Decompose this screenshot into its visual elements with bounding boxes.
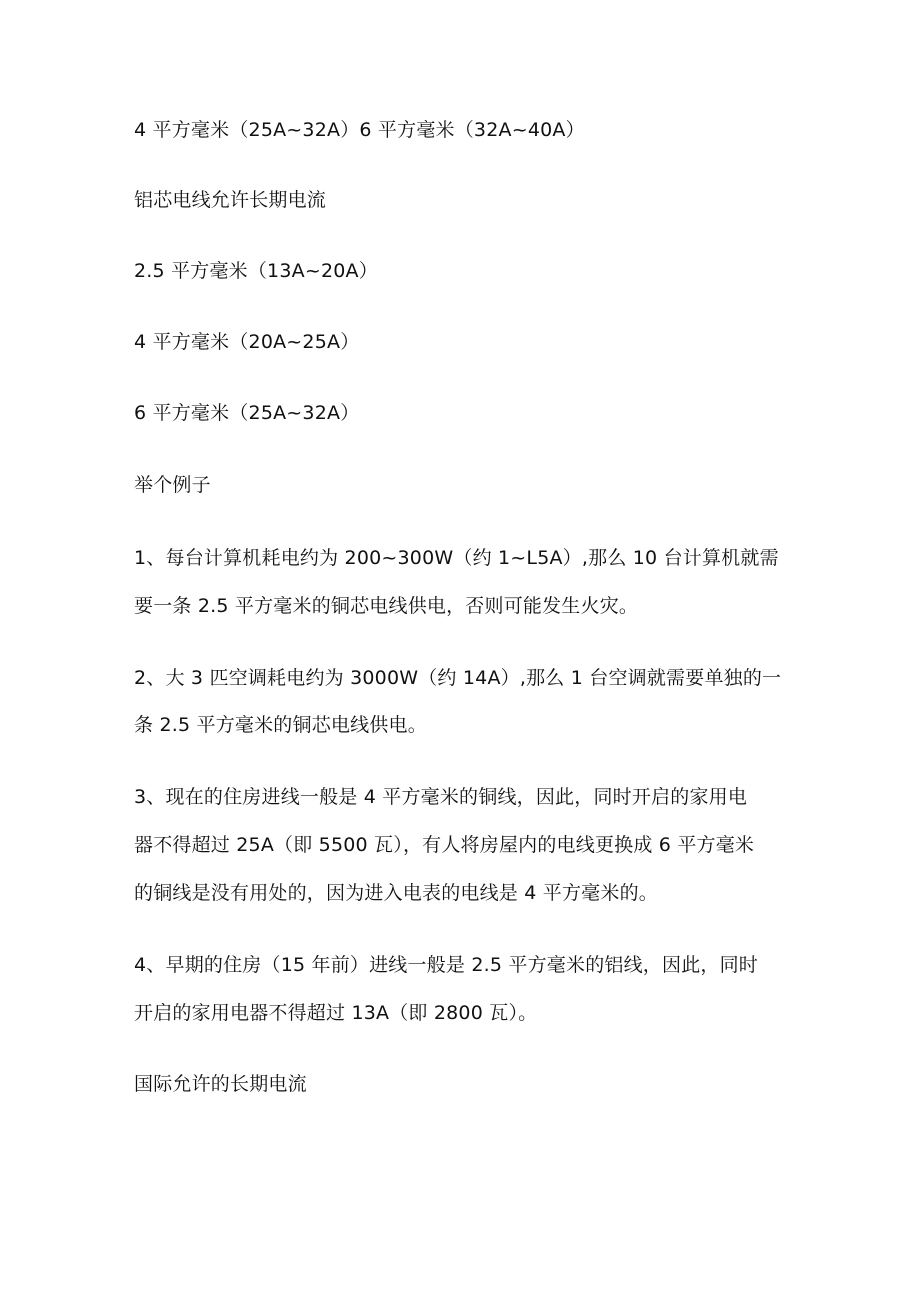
international-current-heading: 国际允许的长期电流 [134, 1073, 307, 1095]
aluminum-2-5-sq-mm-line: 2.5 平方毫米（13A~20A） [134, 260, 378, 282]
example-4-line-1: 4、早期的住房（15 年前）进线一般是 2.5 平方毫米的铝线，因此，同时 [134, 954, 759, 976]
example-3-line-2: 器不得超过 25A（即 5500 瓦），有人将房屋内的电线更换成 6 平方毫米 [134, 834, 755, 856]
example-2-line-1: 2、大 3 匹空调耗电约为 3000W（约 14A）,那么 1 台空调就需要单独的一 [134, 667, 782, 689]
aluminum-4-sq-mm-line: 4 平方毫米（20A~25A） [134, 331, 360, 353]
example-4-line-2: 开启的家用电器不得超过 13A（即 2800 瓦）。 [134, 1002, 538, 1024]
copper-4-6-sq-mm-line: 4 平方毫米（25A~32A）6 平方毫米（32A~40A） [134, 119, 585, 141]
example-heading: 举个例子 [134, 474, 211, 496]
example-1-line-2: 要一条 2.5 平方毫米的铜芯电线供电，否则可能发生火灾。 [134, 595, 639, 617]
example-1-line-1: 1、每台计算机耗电约为 200~300W（约 1~L5A）,那么 10 台计算机就需 [134, 547, 779, 569]
example-2-line-2: 条 2.5 平方毫米的铜芯电线供电。 [134, 714, 427, 736]
example-3-line-1: 3、现在的住房进线一般是 4 平方毫米的铜线，因此，同时开启的家用电 [134, 786, 748, 808]
aluminum-6-sq-mm-line: 6 平方毫米（25A~32A） [134, 402, 360, 424]
aluminum-current-heading: 铝芯电线允许长期电流 [134, 189, 327, 211]
example-3-line-3: 的铜线是没有用处的，因为进入电表的电线是 4 平方毫米的。 [134, 882, 658, 904]
